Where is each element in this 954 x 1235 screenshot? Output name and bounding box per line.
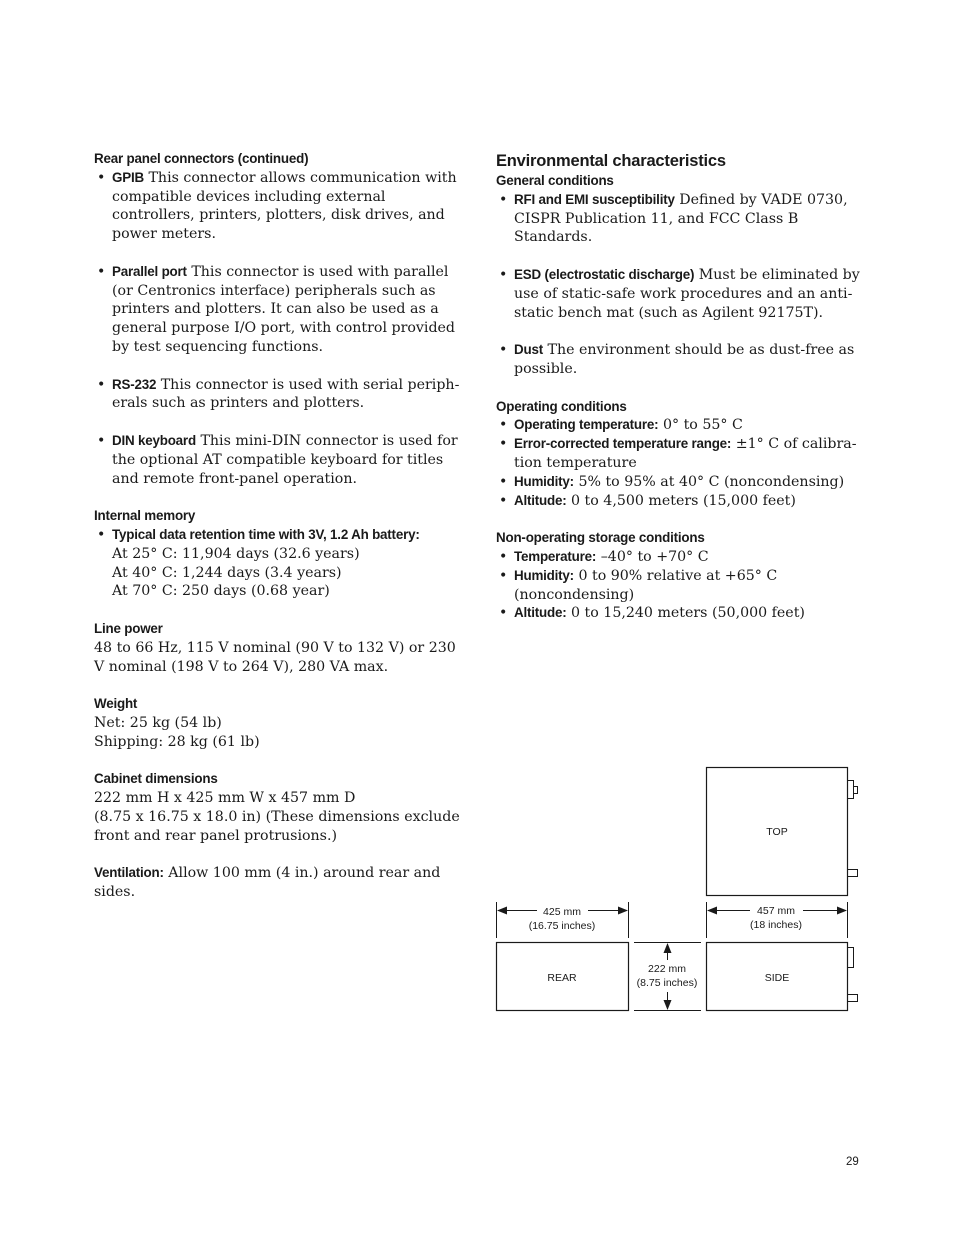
width-in-label: (16.75 inches) (528, 920, 596, 932)
err-temp-text: ±1° C of calibra-tion temperature (514, 436, 857, 471)
top-connector-upper (848, 781, 854, 799)
dust-term: Dust (514, 342, 543, 358)
height-mm-label: 222 mm (648, 963, 686, 975)
memory-list (94, 526, 466, 601)
op-humidity-term: Humidity: (514, 473, 574, 489)
list-item (94, 376, 466, 414)
rs232-text: This connector is used with serial periph-erals such as printers and plotters. (112, 376, 460, 412)
environmental-heading: Environmental characteristics (496, 152, 726, 170)
weight-net: Net: 25 kg (54 lb) (94, 714, 222, 731)
st-temp-term: Temperature: (514, 548, 597, 564)
side-connector-lower (848, 995, 858, 1002)
op-temp-text: 0° to 55° C (662, 417, 743, 434)
rear-view-box (497, 943, 629, 1011)
ventilation-term: Ventilation: (94, 865, 164, 881)
rear-panel-heading: Rear panel connectors (continued) (94, 151, 309, 166)
rear-connectors-list (94, 169, 466, 489)
list-item (94, 169, 466, 244)
rs232-term: RS-232 (112, 376, 157, 392)
list-item (496, 548, 866, 567)
right-column (496, 150, 866, 623)
st-humidity-term: Humidity: (514, 567, 574, 583)
esd-term: ESD (electrostatic discharge) (514, 266, 695, 282)
left-column (94, 150, 466, 902)
weight-shipping: Shipping: 28 kg (61 lb) (94, 733, 260, 750)
top-connector-knob (854, 787, 858, 794)
list-item (496, 191, 866, 247)
esd-text: Must be eliminated by use of static-safe work procedures and an anti-static bench mat (such as Agilent 92175T). (514, 266, 860, 321)
op-temp-term: Operating temperature: (514, 417, 659, 433)
parallel-term: Parallel port (112, 263, 187, 279)
list-item (496, 473, 866, 492)
rear-label: REAR (547, 972, 577, 984)
storage-list (496, 548, 866, 623)
side-connector-upper (848, 948, 854, 968)
op-altitude-term: Altitude: (514, 492, 567, 508)
gpib-text: This connector allows communication with compatible devices including external controllers, printers, plotters, disk drives, and power meters. (112, 169, 457, 243)
ventilation (94, 864, 466, 902)
memory-line: At 40° C: 1,244 days (3.4 years) (112, 564, 342, 581)
list-item (496, 604, 866, 623)
storage-heading: Non-operating storage conditions (496, 530, 705, 546)
rfi-term: RFI and EMI susceptibility (514, 191, 675, 207)
list-item (496, 435, 866, 473)
st-temp-text: –40° to +70° C (600, 548, 709, 565)
memory-heading: Internal memory (94, 508, 196, 524)
power-text: 48 to 66 Hz, 115 V nominal (90 V to 132 V) or 230 V nominal (198 V to 264 V), 280 VA max. (94, 639, 456, 675)
general-heading: General conditions (496, 173, 614, 188)
op-altitude-text: 0 to 4,500 meters (15,000 feet) (571, 492, 796, 509)
width-mm-label: 425 mm (543, 906, 581, 918)
side-label: SIDE (764, 972, 790, 984)
din-term: DIN keyboard (112, 432, 196, 448)
cabinet-line: 222 mm H x 425 mm W x 457 mm D (94, 790, 356, 807)
rfi-text: Defined by VADE 0730, CISPR Publication 11, and FCC Class B Standards. (514, 191, 848, 246)
list-item (496, 341, 866, 379)
ventilation-text: Allow 100 mm (4 in.) around rear and sides. (94, 865, 441, 901)
cabinet-heading: Cabinet dimensions (94, 771, 218, 787)
operating-heading: Operating conditions (496, 398, 627, 414)
power-heading: Line power (94, 620, 163, 636)
top-label: TOP (766, 826, 788, 838)
cabinet-line: (8.75 x 16.75 x 18.0 in) (These dimensions exclude front and rear panel protrusions.) (94, 808, 460, 844)
st-altitude-term: Altitude: (514, 605, 567, 621)
st-altitude-text: 0 to 15,240 meters (50,000 feet) (571, 605, 805, 622)
weight-heading: Weight (94, 696, 138, 712)
height-in-label: (8.75 inches) (636, 977, 698, 989)
top-connector-lower (848, 870, 858, 877)
st-humidity-text: 0 to 90% relative at +65° C (noncondensing) (514, 567, 778, 603)
memory-line: At 70° C: 250 days (0.68 year) (112, 583, 330, 600)
side-view-box (707, 943, 848, 1011)
operating-list (496, 416, 866, 510)
top-view-box (707, 768, 848, 896)
memory-line: At 25° C: 11,904 days (32.6 years) (112, 545, 360, 562)
dust-text: The environment should be as dust-free as possible. (514, 342, 855, 377)
memory-term: • Typical data retention time with 3V, 1.2 Ah battery: (112, 526, 420, 542)
gpib-term: GPIB (112, 169, 144, 185)
list-item (94, 432, 466, 488)
depth-in-label: (18 inches) (750, 919, 802, 931)
list-item (496, 416, 866, 435)
din-text: This mini-DIN connector is used for the optional AT compatible keyboard for titles and remote front-panel operation. (112, 432, 458, 487)
op-humidity-text: 5% to 95% at 40° C (noncondensing) (578, 473, 845, 490)
list-item (94, 263, 466, 357)
general-list (496, 191, 866, 379)
list-item (496, 492, 866, 511)
err-temp-term: Error-corrected temperature range: (514, 436, 732, 452)
list-item (496, 266, 866, 322)
page-number: 29 (846, 1156, 859, 1168)
depth-mm-label: 457 mm (757, 905, 795, 917)
list-item (94, 526, 466, 601)
parallel-text: This connector is used with parallel (or Centronics interface) peripherals such as printers and plotters. It can also be used as a general purpose I/O port, with control provided by test sequencing functions. (112, 263, 456, 355)
list-item (496, 567, 866, 605)
